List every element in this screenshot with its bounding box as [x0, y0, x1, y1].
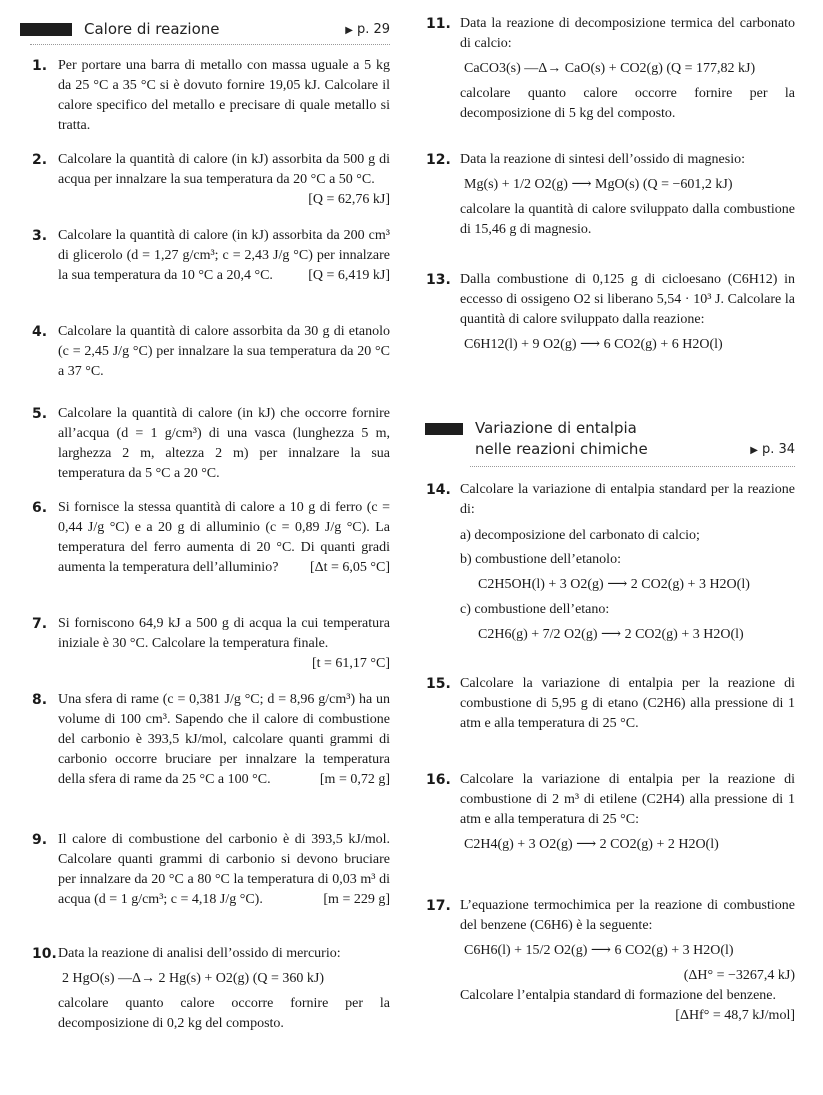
- page-ref: ▶ p. 29: [345, 21, 390, 37]
- answer: [ΔHf° = 48,7 kJ/mol]: [675, 1008, 795, 1023]
- problem-14: 14. Calcolare la variazione di entalpia standard per la reazione di: a) decomposizione del carbonato di calcio; b) combustione dell’etanolo: C2H5OH(l) + 3 O2(g) ⟶ 2 CO2(g) + 3 H2O(l) c) combustione dell’etano: C2H6(g) + 7/2 O2(g) ⟶ 2 CO2(g) + 3 H2O(l): [460, 480, 795, 650]
- problem-1: 1. Per portare una barra di metallo con massa uguale a 5 kg da 25 °C a 35 °C si è dovuto fornire 19,05 kJ. Calcolare il calore specifico del metallo e precisare di quale metallo si tratta.: [32, 58, 390, 133]
- problem-12: 12. Data la reazione di sintesi dell’ossido di magnesio: Mg(s) + 1/2 O2(g) ⟶ MgO(s) (Q = −601,2 kJ) calcolare la quantità di calore sviluppato dalla combustione di 15,46 g di magnesio.: [426, 152, 795, 237]
- problem-11: 11. Data la reazione di decomposizione termica del carbonato di calcio: CaCO3(s) —Δ→ CaO(s) + CO2(g) (Q = 177,82 kJ) calcolare quanto calore occorre fornire per la decomposizione di 5 kg del composto.: [426, 16, 795, 121]
- answer: [m = 229 g]: [323, 892, 390, 907]
- section-header-calore: [20, 18, 390, 40]
- problem-3: 3. Calcolare la quantità di calore (in kJ) assorbita da 200 cm³ di glicerolo (d = 1,27 g/cm³; c = 2,43 J/g °C) per innalzare la sua temperatura da 10 °C a 20,4 °C. [Q = 6,419 kJ]: [58, 226, 390, 286]
- equation: C2H6(g) + 7/2 O2(g) ⟶ 2 CO2(g) + 3 H2O(l): [478, 627, 744, 642]
- problem-5: 5. Calcolare la quantità di calore (in kJ) che occorre fornire all’acqua (d = 1 g/cm³) di una vasca (lunghezza 5 m, larghezza 2 m, altezza 2 m) per innalzare la sua temperatura da 5 °C a 20 °C.: [32, 406, 390, 481]
- header-rule: [470, 466, 795, 467]
- header-bar: [20, 23, 72, 36]
- equation: Mg(s) + 1/2 O2(g) ⟶ MgO(s) (Q = −601,2 kJ): [464, 177, 733, 192]
- problem-15: 15. Calcolare la variazione di entalpia per la reazione di combustione di 5,95 g di etano (C2H6) alla pressione di 1 atm e alla temperatura di 25 °C.: [426, 676, 795, 731]
- header-bar: [425, 423, 463, 435]
- problem-13: 13. Dalla combustione di 0,125 g di cicloesano (C6H12) in eccesso di ossigeno O2 si liberano 5,54 · 10³ J. Calcolare la quantità di calore sviluppato dalla reazione: C6H12(l) + 9 O2(g) ⟶ 6 CO2(g) + 6 H2O(l): [460, 270, 795, 360]
- equation: C2H5OH(l) + 3 O2(g) ⟶ 2 CO2(g) + 3 H2O(l): [478, 577, 750, 592]
- problem-4: 4. Calcolare la quantità di calore assorbita da 30 g di etanolo (c = 2,45 J/g °C) per innalzare la sua temperatura da 20 °C a 37 °C.: [32, 324, 390, 379]
- answer: [m = 0,72 g]: [319, 772, 390, 787]
- section-title: Variazione di entalpia nelle reazioni chimiche: [475, 419, 648, 458]
- equation-note: (ΔH° = −3267,4 kJ): [683, 968, 795, 983]
- page-ref: ▶ p. 34: [750, 442, 795, 457]
- answer: [Δt = 6,05 °C]: [309, 560, 390, 575]
- equation: C2H4(g) + 3 O2(g) ⟶ 2 CO2(g) + 2 H2O(l): [464, 837, 719, 852]
- answer: [Q = 6,419 kJ]: [308, 268, 390, 283]
- equation: CaCO3(s) —Δ→ CaO(s) + CO2(g) (Q = 177,82 kJ): [464, 61, 756, 76]
- answer: [t = 61,17 °C]: [311, 656, 390, 671]
- problem-2: 2. Calcolare la quantità di calore (in kJ) assorbita da 500 g di acqua per innalzare la sua temperatura da 20 °C a 50 °C. [Q = 62,76 kJ]: [58, 150, 390, 210]
- equation: 2 HgO(s) —Δ→ 2 Hg(s) + O2(g) (Q = 360 kJ): [62, 971, 324, 986]
- problem-6: 6. Si fornisce la stessa quantità di calore a 10 g di ferro (c = 0,44 J/g °C) e a 20 g di alluminio (c = 0,89 J/g °C). La temperatura del ferro aumenta di 20 °C. Di quanti gradi aumenta la temperatura dell’alluminio? [Δt = 6,05 °C]: [58, 498, 390, 578]
- answer: [Q = 62,76 kJ]: [308, 192, 390, 207]
- problem-17: 17. L’equazione termochimica per la reazione di combustione del benzene (C6H6) è la seguente: C6H6(l) + 15/2 O2(g) ⟶ 6 CO2(g) + 3 H2O(l) (ΔH° = −3267,4 kJ) Calcolare l’entalpia standard di formazione del benzene. [ΔHf° = 48,7 kJ/mol]: [460, 896, 795, 1026]
- problem-10: 10. Data la reazione di analisi dell’ossido di mercurio: 2 HgO(s) —Δ→ 2 Hg(s) + O2(g) (Q = 360 kJ) calcolare quanto calore occorre fornire per la decomposizione di 0,2 kg del composto.: [32, 946, 390, 1031]
- header-rule: [30, 44, 390, 45]
- section-title: Calore di reazione: [84, 20, 220, 38]
- problem-16: 16. Calcolare la variazione di entalpia per la reazione di combustione di 2 m³ di etilene (C2H4) alla pressione di 1 atm e alla temperatura di 25 °C: C2H4(g) + 3 O2(g) ⟶ 2 CO2(g) + 2 H2O(l): [460, 770, 795, 860]
- equation: C6H6(l) + 15/2 O2(g) ⟶ 6 CO2(g) + 3 H2O(l): [464, 943, 734, 958]
- problem-9: 9. Il calore di combustione del carbonio è di 393,5 kJ/mol. Calcolare quanti grammi di carbonio si devono bruciare per innalzare da 20 °C a 80 °C la temperatura di 0,03 m³ di acqua (d = 1 g/cm³; c = 4,18 J/g °C). [m = 229 g]: [58, 830, 390, 910]
- problem-8: 8. Una sfera di rame (c = 0,381 J/g °C; d = 8,96 g/cm³) ha un volume di 100 cm³. Sapendo che il calore di combustione del carbonio è 393,5 kJ/mol, calcolare quanti grammi di carbonio occorre bruciare per innalzare la temperatura della sfera di rame da 25 °C a 100 °C. [m = 0,72 g]: [58, 690, 390, 790]
- problem-7: 7. Si forniscono 64,9 kJ a 500 g di acqua la cui temperatura iniziale è 30 °C. Calcolare la temperatura finale. [t = 61,17 °C]: [58, 614, 390, 674]
- equation: C6H12(l) + 9 O2(g) ⟶ 6 CO2(g) + 6 H2O(l): [464, 337, 723, 352]
- section-header-entalpia: [425, 418, 795, 462]
